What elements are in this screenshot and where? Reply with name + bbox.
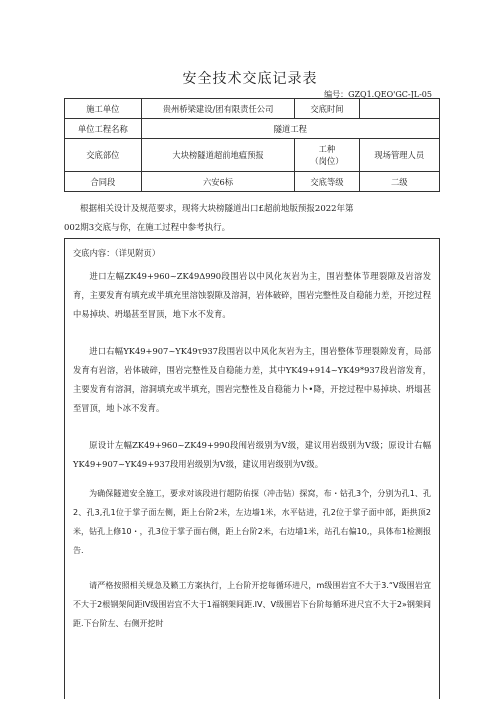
paragraph-2-text: 进口右幅YK49+907~YK49τ937段围岩以中风化灰岩为主，围岩整体节理裂隙发育，局部发育有岩溶，岩体破碎，围岩完整性及自稳能力差，其中YK49+914~YK49*937段岩溶发育，主要发育有溶洞，溶洞填充或半填充，围岩完整性及自稳能力卜•降，开挖过程中易掉块、坍塌甚至冒顶，地卜冰不发育。 <box>73 346 431 413</box>
content-heading: 交底内容：（详见附页） <box>73 248 161 258</box>
content-box <box>64 238 440 699</box>
value-contract-section: 六安6标 <box>141 172 295 192</box>
paragraph-5 <box>73 576 431 633</box>
intro-line-2: 002期3交底与你，在施工过程中参考执行。 <box>64 223 231 233</box>
label-disclosure-location: 交底部位 <box>65 139 142 172</box>
label-trade: 工种 （岗位） <box>295 139 359 172</box>
label-disclosure-time: 交底时间 <box>295 99 359 119</box>
value-disclosure-time <box>359 99 439 119</box>
label-project-name: 单位工程名称 <box>65 119 142 139</box>
label-disclosure-level: 交底等级 <box>295 172 359 192</box>
value-trade: 现场管理人员 <box>359 139 439 172</box>
paragraph-5-text: 请严格按照相关规急及籁工方案执行，上台阶开挖每循环进尺，m级围岩宜不大于3.“V级围岩宜不大于2根钢架间距IV级围岩宜不大于1福钢架间距.IV、V级围岩下台阶每循环进尺宜不大于2»钢架间距.下台阶左、右侧开挖时 <box>73 581 431 628</box>
value-project-name: 隧道工程 <box>141 119 439 139</box>
header-table <box>64 98 440 192</box>
label-contract-section: 合同段 <box>65 172 142 192</box>
intro-text <box>64 200 440 238</box>
table-row <box>65 119 440 139</box>
paragraph-3 <box>73 436 431 474</box>
table-row <box>65 172 440 192</box>
document-title: 安全技术交底记录表 <box>182 71 318 87</box>
paragraph-4-text: 为确保隧道安全施工，要求对该段进行超防佑探（冲击钻）探窝，布・钻孔3个，分别为孔1、孔2、孔3,孔1位于掌子面左侧，距上台阶2米，左边墙1米，水平钻进，孔2位于掌子面中部，距拱顶2米，钻孔上修10・，孔3位于掌子面右侧，距上台阶2米，右边墙1米，站孔右偏10,，具体布1检测报告. <box>73 489 431 555</box>
paragraph-2 <box>73 342 431 418</box>
value-disclosure-location: 大块榜隧道超前地瘟预报 <box>141 139 295 172</box>
paragraph-1-text: 进口左幅ZK49+960~ZK49Δ990段围岩以中风化灰岩为主，围岩整体节理裂隙及岩溶发育，主要发育有填充或半填充里溶蚀裂隙及溶洞，岩体破碎，围岩完整性及自稳能力差，开挖过程中易掉块、坍塌甚至冒顶，地下水不发育。 <box>73 271 431 319</box>
paragraph-1 <box>73 267 431 324</box>
table-row <box>65 139 440 172</box>
paragraph-4 <box>73 484 431 560</box>
document-code: 编号：GZQ1.QEO'GC-JL-05 <box>324 90 432 99</box>
value-construction-unit: 贵州桥梁建设/团有限责任公司 <box>141 99 295 119</box>
paragraph-3-text: 原设计左幅ZK49+960~ZK49+990段闱岩级别为V级，建议用岩级别为V级；原设计右幅YK49+907~YK49+937段用岩级别为V级，建议用岩级别为V级。 <box>73 440 431 469</box>
table-row <box>65 99 440 119</box>
value-disclosure-level: 二级 <box>359 172 439 192</box>
label-construction-unit: 施工单位 <box>65 99 142 119</box>
intro-line-1: 根据相关设计及规范要求，现将大块榜隧道出口£超前地版预报2022年第 <box>80 204 354 214</box>
